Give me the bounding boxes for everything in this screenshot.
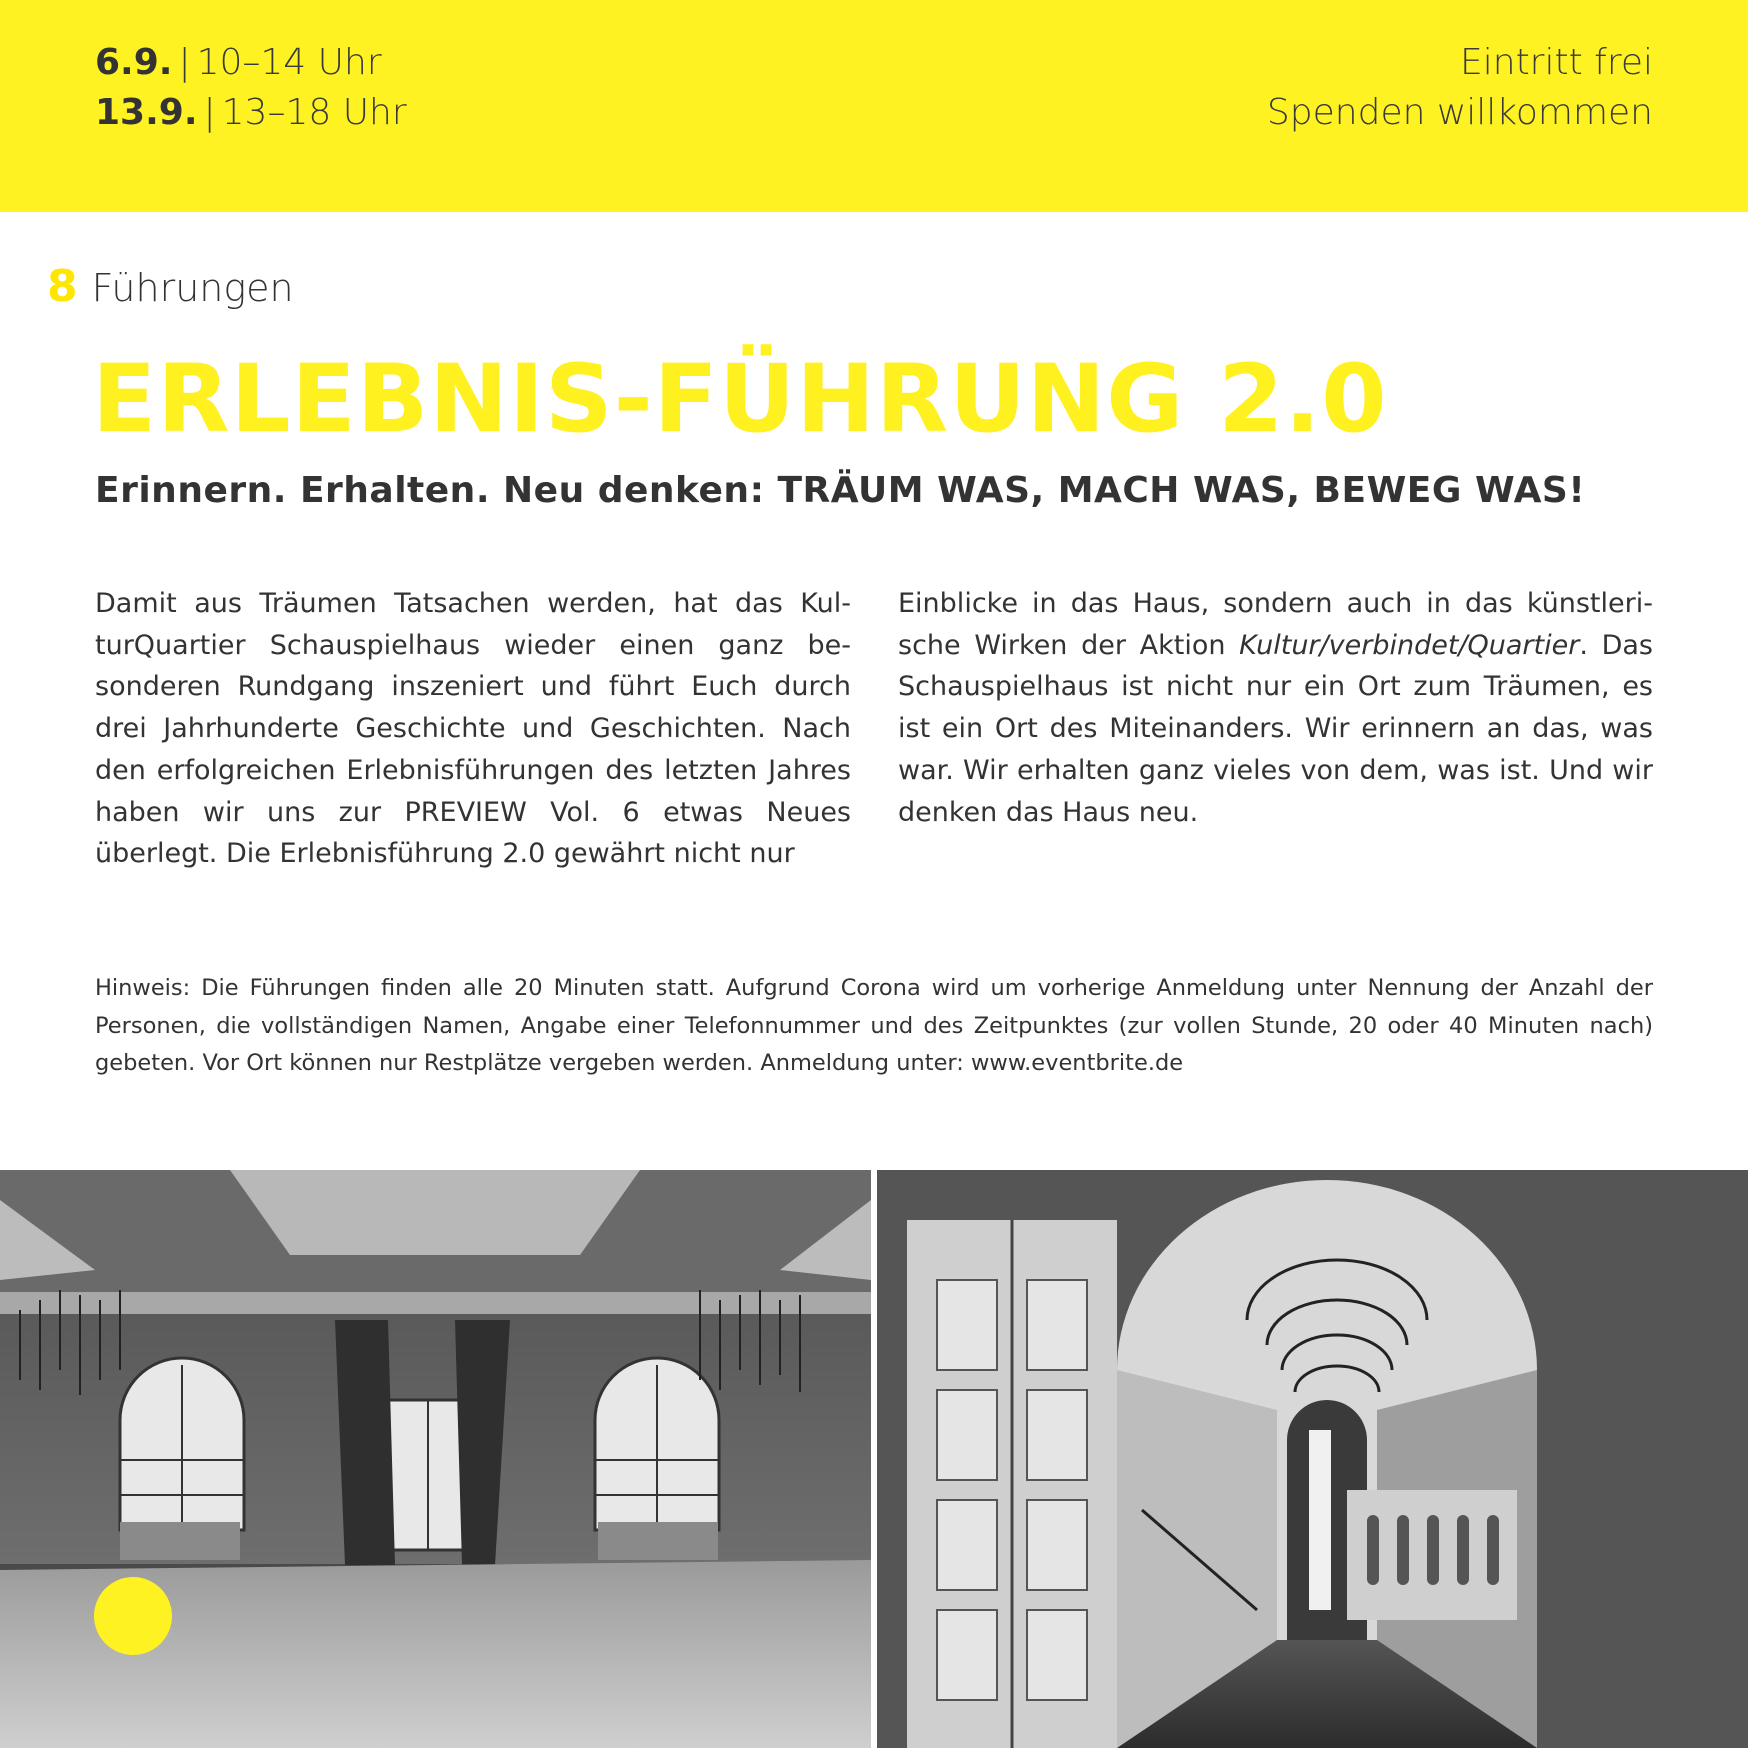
accent-dot [94,1577,172,1655]
body-column-2 [898,583,1653,833]
date-2: 13.9. [95,92,198,133]
ballroom-image [0,1170,871,1748]
stairwell-image [877,1170,1748,1748]
time-1: 10–14 Uhr [196,42,382,83]
admission-line-2: Spenden willkommen [1266,92,1653,133]
body-column-1 [95,583,851,875]
header-bar [0,0,1748,212]
body-text-2-italic: Kultur/verbindet/Quartier [1239,629,1580,661]
date-line-2 [95,88,407,138]
date-1: 6.9. [95,42,173,83]
body-text-2 [898,583,1653,833]
section-number: 8 [47,261,78,312]
section-heading [47,262,294,313]
date-separator: | [178,42,191,83]
date-line-1 [95,38,407,88]
notice-text: Hinweis: Die Führungen finden alle 20 Minuten statt. Aufgrund Corona wird um vorherige Anmeldung unter Nennung der Anzahl der Personen, die vollständigen Namen, Angabe einer Telefonnummer und des Zeitpunktes (zur vollen Stunde, 20 oder 40 Minuten nach) gebeten. Vor Ort können nur Restplätze vergeben werden. Anmeldung unter: www.eventbrite.de [95,975,1653,1076]
photo-ballroom [0,1170,871,1748]
page-title: ERLEBNIS-FÜHRUNG 2.0 [92,345,1388,454]
page-subtitle: Erinnern. Erhalten. Neu denken: TRÄUM WAS, MACH WAS, BEWEG WAS! [95,470,1586,511]
body-text-2-start: Einblicke in das Haus, sondern auch in das künstlerische Wirken der Aktion [898,588,1653,661]
event-dates [95,38,407,138]
section-label: Führungen [91,266,294,310]
date-separator: | [203,92,216,133]
body-text-1: Damit aus Träumen Tatsachen werden, hat das KulturQuartier Schauspielhaus wieder einen ganz besonderen Rundgang inszeniert und führt Euch durch drei Jahrhunderte Geschichte und Geschichten. Nach den erfolgreichen Erlebnisführungen des letzten Jahres haben wir uns zur PREVIEW Vol. 6 etwas Neues überlegt. Die Erlebnisführung 2.0 gewährt nicht nur [95,588,851,870]
body-text-2-end: . Das Schauspielhaus ist nicht nur ein Ort zum Träumen, es ist ein Ort des Miteinanders. Wir erinnern an das, was war. Wir erhalten ganz vieles von dem, was ist. Und wir denken das Haus neu. [898,629,1653,828]
admission-info [1267,38,1653,138]
admission-line-1: Eintritt frei [1460,42,1653,83]
photo-credit: © Christian Sünderwald [1703,1455,1728,1720]
time-2: 13–18 Uhr [221,92,407,133]
photo-stairwell [877,1170,1748,1748]
